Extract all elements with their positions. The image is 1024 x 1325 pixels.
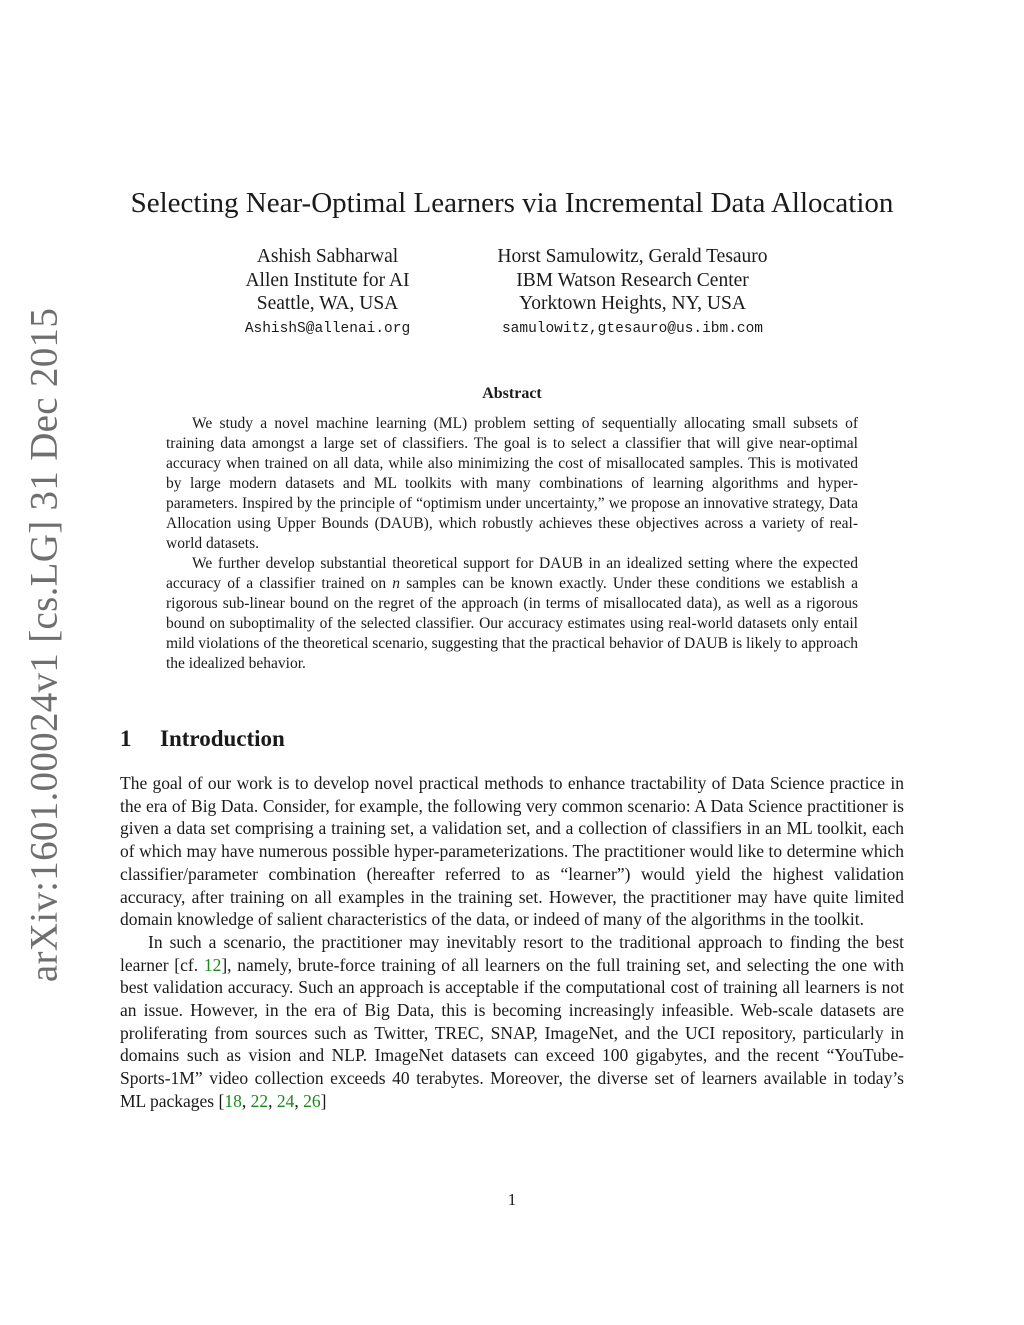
body-text: In such a scenario, the practitioner may inevitably resort to the traditional approach to finding the best learner [cf. bbox=[120, 931, 904, 975]
author-name: Ashish Sabharwal bbox=[256, 246, 399, 267]
abstract-body bbox=[166, 414, 858, 674]
section-heading bbox=[120, 726, 285, 752]
math-variable-n: n bbox=[392, 575, 401, 592]
citation-separator: , bbox=[268, 1090, 277, 1111]
body-text: ] bbox=[320, 1090, 327, 1111]
author-block-1 bbox=[185, 245, 470, 341]
abstract-heading: Abstract bbox=[482, 385, 542, 402]
author-affiliation: Allen Institute for AI bbox=[245, 269, 410, 291]
citation-separator: , bbox=[241, 1090, 251, 1111]
citation-link[interactable]: 24 bbox=[276, 1090, 295, 1111]
author-affiliation: IBM Watson Research Center bbox=[516, 269, 749, 291]
abstract-text: samples can be known exactly. Under these conditions we establish a rigorous sub-linear bound on the regret of the approach (in terms of misallocated data), as well as a rigorous bound on suboptimality of the selected classifier. Our accuracy estimates using real-world datasets only entail mild violations of the theoretical scenario, suggesting that the practical behavior of DAUB is likely to approach the idealized behavior. bbox=[166, 575, 858, 672]
author-block-2 bbox=[470, 245, 795, 341]
intro-paragraph-2 bbox=[120, 931, 904, 1113]
citation-link[interactable]: 26 bbox=[303, 1090, 321, 1111]
intro-body bbox=[120, 772, 904, 1113]
author-email[interactable]: samulowitz,gtesauro@us.ibm.com bbox=[501, 320, 764, 337]
page-number: 1 bbox=[507, 1190, 517, 1209]
abstract-paragraph-1: We study a novel machine learning (ML) problem setting of sequentially allocating small subsets of training data amongst a large set of classifiers. The goal is to select a classifier that will give near-optimal accuracy when trained on all data, while also minimizing the cost of misallocated samples. This is motivated by large modern datasets and ML toolkits with many combinations of learning algorithms and hyper-parameters. Inspired by the principle of “optimism under uncertainty,” we propose an innovative strategy, Data Allocation using Upper Bounds (DAUB), which robustly achieves these objectives across a variety of real-world datasets. bbox=[166, 415, 858, 552]
author-location: Seattle, WA, USA bbox=[256, 293, 399, 314]
author-email[interactable]: AshishS@allenai.org bbox=[244, 320, 411, 337]
abstract-text: We further develop substantial theoretical support for DAUB in an idealized setting where the expected accuracy of a classifier trained on bbox=[166, 555, 858, 592]
section-title: Introduction bbox=[160, 726, 285, 751]
abstract-paragraph-2 bbox=[166, 554, 858, 674]
citation-link[interactable]: 22 bbox=[250, 1090, 269, 1111]
citation-separator: , bbox=[294, 1090, 304, 1111]
paper-title: Selecting Near-Optimal Learners via Incremental Data Allocation bbox=[130, 187, 894, 219]
citation-link[interactable]: 18 bbox=[224, 1090, 242, 1111]
intro-paragraph-1: The goal of our work is to develop novel practical methods to enhance tractability of Data Science practice in the era of Big Data. Consider, for example, the following very common scenario: A Data Science practitioner is given a data set comprising a training set, a validation set, and a collection of classifiers in an ML toolkit, each of which may have numerous possible hyper-parameterizations. The practitioner would like to determine which classifier/parameter combination (hereafter referred to as “learner”) would yield the highest validation accuracy, after training on all examples in the training set. However, the practitioner may have quite limited domain knowledge of salient characteristics of the data, or indeed of many of the algorithms in the toolkit. bbox=[120, 773, 904, 930]
author-location: Yorktown Heights, NY, USA bbox=[519, 293, 746, 314]
arxiv-identifier: arXiv:1601.00024v1 [cs.LG] 31 Dec 2015 bbox=[22, 307, 66, 983]
section-number: 1 bbox=[120, 726, 132, 751]
citation-link[interactable]: 12 bbox=[203, 954, 222, 975]
body-text: ], namely, brute-force training of all learners on the full training set, and selecting the one with best validation accuracy. Such an approach is acceptable if the computational cost of training all learners is not an issue. However, in the era of Big Data, this is becoming increasingly infeasible. Web-scale datasets are proliferating from sources such as Twitter, TREC, SNAP, ImageNet, and the UCI repository, particularly in domains such as vision and NLP. ImageNet datasets can exceed 100 gigabytes, and the recent “YouTube-Sports-1M” video collection exceeds 40 terabytes. Moreover, the diverse set of learners available in today’s ML packages [ bbox=[120, 954, 904, 1111]
author-name: Horst Samulowitz, Gerald Tesauro bbox=[497, 246, 768, 267]
